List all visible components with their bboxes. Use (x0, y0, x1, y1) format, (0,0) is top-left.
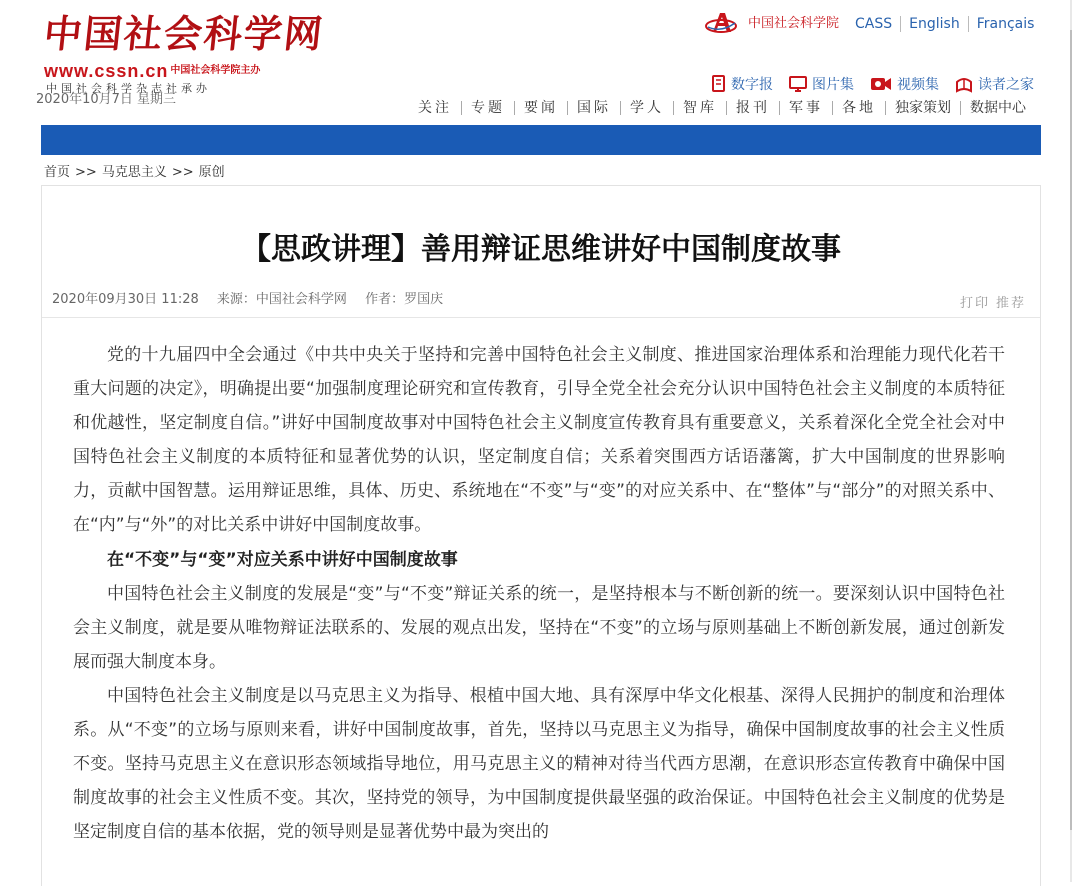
nav-item-scholars[interactable]: 学人 (630, 100, 664, 116)
nav-item-international[interactable]: 国际 (577, 100, 611, 116)
divider (779, 101, 780, 115)
link-digital-newspaper[interactable] (712, 74, 773, 94)
recommend-link[interactable]: 推荐 (995, 296, 1026, 311)
section-heading: 在“不变”与“变”对应关系中讲好中国制度故事 (107, 549, 458, 570)
divider (726, 101, 727, 115)
link-photo-gallery[interactable] (789, 74, 854, 94)
publish-time: 2020年09月30日 11:28 (52, 292, 199, 307)
link-cass-cn[interactable]: 中国社会科学院 (748, 16, 840, 31)
article-author: 作者：罗国庆 (365, 292, 444, 307)
current-date: 2020年10月7日 星期三 (36, 92, 177, 107)
blue-banner-bar (41, 125, 1041, 155)
breadcrumb-original[interactable]: 原创 (198, 165, 225, 180)
logo-url: www.cssn.cn (44, 61, 169, 81)
link-cass[interactable]: CASS (855, 16, 893, 32)
breadcrumb-marxism[interactable]: 马克思主义 (101, 165, 167, 180)
link-english[interactable]: English (909, 16, 960, 32)
logo-subtitle: 中国社会科学杂志社承办 (46, 82, 211, 95)
paragraph: 中国特色社会主义制度是以马克思主义为指导、根植中国大地、具有深厚中华文化根基、深得人民拥护的制度和治理体系。从“不变”的立场与原则来看，讲好中国制度故事，首先，坚持以马克思主义为指导，确保中国制度故事的社会主义性质不变。坚持马克思主义在意识形态领域指导地位，用马克思主义的精神对待当代西方思潮，在意识形态宣传教育中确保中国制度故事的社会主义性质不变。其次，坚持党的领导，为中国制度提供最坚强的政治保证。中国特色社会主义制度的优势是坚定制度自信的基本依据，党的领导则是显著优势中最为突出的 (73, 685, 1005, 843)
paragraph: 中国特色社会主义制度的发展是“变”与“不变”辩证关系的统一，是坚持根本与不断创新的统一。要深刻认识中国特色社会主义制度，就是要从唯物辩证法联系的、发展的观点出发，坚持在“不变”的立场与原则基础上不断创新发展，通过创新发展而强大制度本身。 (73, 583, 1005, 672)
nav-item-exclusive[interactable]: 独家策划 (895, 100, 951, 116)
divider (673, 101, 674, 115)
article-title: 【思政讲理】善用辩证思维讲好中国制度故事 (241, 232, 841, 267)
logo-host: 中国社会科学院主办 (170, 65, 261, 76)
print-link[interactable]: 打印 (959, 296, 990, 311)
divider (832, 101, 833, 115)
link-francais[interactable]: Français (976, 16, 1035, 32)
nav-item-focus[interactable]: 关注 (418, 100, 452, 116)
nav-item-military[interactable]: 军事 (789, 100, 823, 116)
language-links (748, 14, 1034, 34)
divider (885, 101, 886, 115)
divider (960, 101, 961, 115)
article-source: 来源：中国社会科学网 (216, 292, 347, 307)
nav-item-think-tank[interactable]: 智库 (683, 100, 717, 116)
divider (567, 101, 568, 115)
article-tools (960, 296, 1026, 312)
nav-item-periodicals[interactable]: 报刊 (736, 100, 770, 116)
logo-title: 中国社会科学网 (41, 11, 327, 56)
link-reader-home[interactable] (955, 74, 1034, 94)
breadcrumb (44, 164, 225, 182)
nav-item-headlines[interactable]: 要闻 (524, 100, 558, 116)
breadcrumb-separator: >> (75, 165, 97, 180)
breadcrumb-separator: >> (171, 165, 194, 180)
nav-item-topics[interactable]: 专题 (471, 100, 505, 116)
divider (461, 101, 462, 115)
link-label: 视频集 (897, 77, 939, 93)
main-nav (418, 98, 1026, 118)
link-label: 读者之家 (978, 77, 1034, 93)
nav-item-data-center[interactable]: 数据中心 (970, 100, 1026, 116)
cass-emblem-icon[interactable] (704, 11, 738, 35)
article-meta (52, 292, 457, 308)
reader-icon (955, 75, 973, 93)
link-label: 图片集 (812, 77, 854, 93)
divider (42, 317, 1040, 318)
divider (620, 101, 621, 115)
newspaper-icon (712, 75, 726, 93)
article-container (41, 185, 1041, 886)
video-icon (870, 77, 892, 91)
breadcrumb-home[interactable]: 首页 (44, 165, 71, 180)
divider (968, 16, 969, 32)
media-links (712, 74, 1034, 94)
monitor-icon (789, 76, 807, 92)
article-body (73, 338, 1005, 849)
logo-url-row (44, 61, 260, 81)
divider (514, 101, 515, 115)
paragraph: 党的十九届四中全会通过《中共中央关于坚持和完善中国特色社会主义制度、推进国家治理体系和治理能力现代化若干重大问题的决定》，明确提出要“加强制度理论研究和宣传教育，引导全党全社会充分认识中国特色社会主义制度的本质特征和优越性，坚定制度自信。”讲好中国制度故事对中国特色社会主义制度宣传教育具有重要意义，关系着深化全党全社会对中国特色社会主义制度的本质特征和显著优势的认识，坚定制度自信；关系着突围西方话语藩篱，扩大中国制度的世界影响力，贡献中国智慧。运用辩证思维，具体、历史、系统地在“不变”与“变”的对应关系中、在“整体”与“部分”的对照关系中、在“内”与“外”的对比关系中讲好中国制度故事。 (73, 345, 1005, 536)
divider (900, 16, 901, 32)
nav-item-regions[interactable]: 各地 (842, 100, 876, 116)
link-video-gallery[interactable] (870, 74, 939, 94)
link-label: 数字报 (731, 77, 773, 93)
